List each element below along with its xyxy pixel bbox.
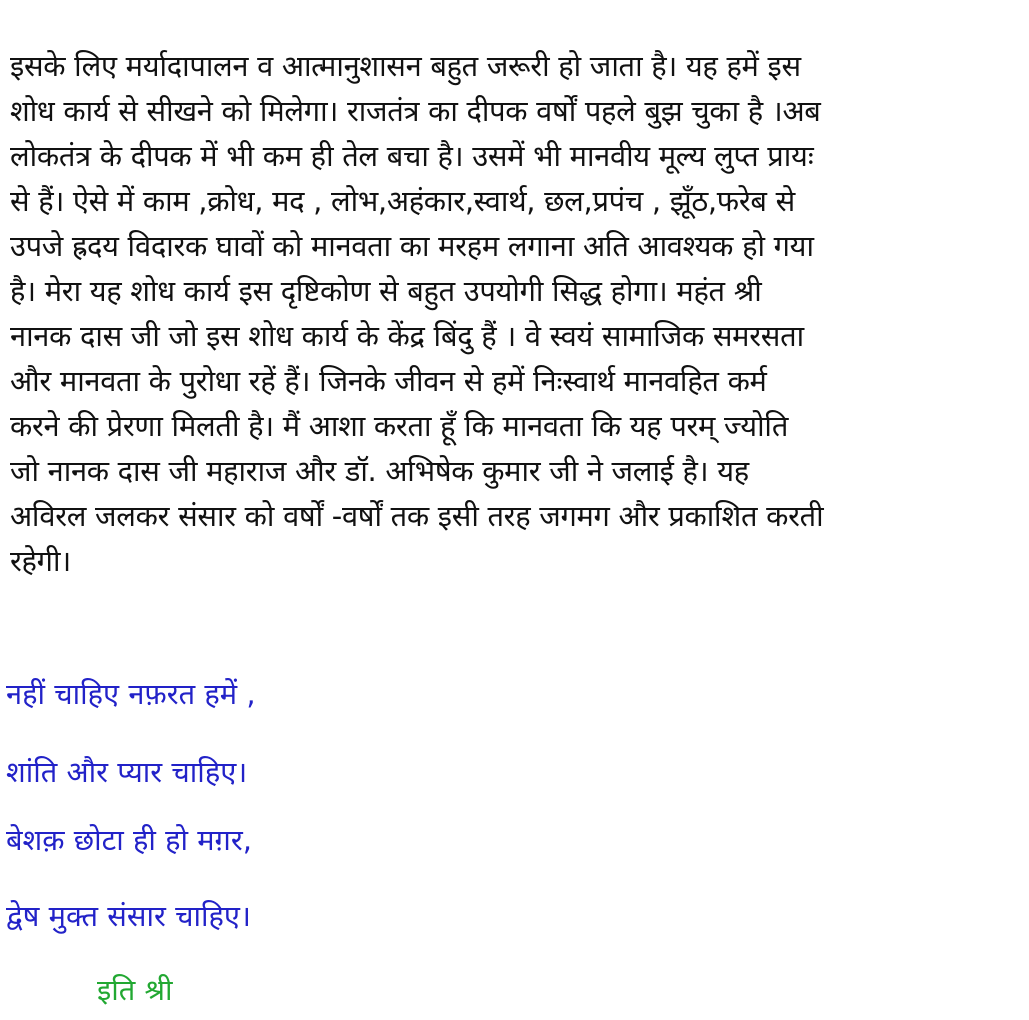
paragraph-line: से हैं। ऐसे में काम ,क्रोध, मद , लोभ,अहंकार,स्वार्थ, छल,प्रपंच , झूँठ,फरेब से bbox=[10, 184, 795, 218]
paragraph-line: करने की प्रेरणा मिलती है। मैं आशा करता हूँ कि मानवता कि यह परम् ज्योति bbox=[10, 409, 789, 443]
main-paragraph bbox=[10, 44, 1029, 584]
paragraph-line: नानक दास जी जो इस शोध कार्य के केंद्र बिंदु हैं । वे स्वयं सामाजिक समरसता bbox=[10, 319, 804, 353]
signoff-text: इति श्री bbox=[97, 973, 173, 1007]
paragraph-line: और मानवता के पुरोधा रहें हैं। जिनके जीवन से हमें निःस्वार्थ मानवहित कर्म bbox=[10, 364, 767, 398]
poem-line: शांति और प्यार चाहिए। bbox=[6, 755, 248, 789]
paragraph-line: रहेगी। bbox=[10, 544, 71, 578]
poem-line: नहीं चाहिए नफ़रत हमें , bbox=[6, 677, 256, 711]
paragraph-line: लोकतंत्र के दीपक में भी कम ही तेल बचा है। उसमें भी मानवीय मूल्य लुप्त प्रायः bbox=[10, 139, 814, 173]
paragraph-line: जो नानक दास जी महाराज और डॉ. अभिषेक कुमार जी ने जलाई है। यह bbox=[10, 454, 749, 488]
poem-line: द्वेष मुक्त संसार चाहिए। bbox=[6, 899, 251, 933]
paragraph-line: शोध कार्य से सीखने को मिलेगा। राजतंत्र का दीपक वर्षों पहले बुझ चुका है ।अब bbox=[10, 94, 821, 128]
paragraph-line: अविरल जलकर संसार को वर्षों -वर्षों तक इसी तरह जगमग और प्रकाशित करती bbox=[10, 499, 824, 533]
poem-line: बेशक़ छोटा ही हो मग़र, bbox=[6, 823, 252, 857]
paragraph-line: इसके लिए मर्यादापालन व आत्मानुशासन बहुत जरूरी हो जाता है। यह हमें इस bbox=[10, 49, 801, 83]
paragraph-line: उपजे ह्रदय विदारक घावों को मानवता का मरहम लगाना अति आवश्यक हो गया bbox=[10, 229, 814, 263]
paragraph-line: है। मेरा यह शोध कार्य इस दृष्टिकोण से बहुत उपयोगी सिद्ध होगा। महंत श्री bbox=[10, 274, 762, 308]
document-body bbox=[10, 44, 1029, 584]
